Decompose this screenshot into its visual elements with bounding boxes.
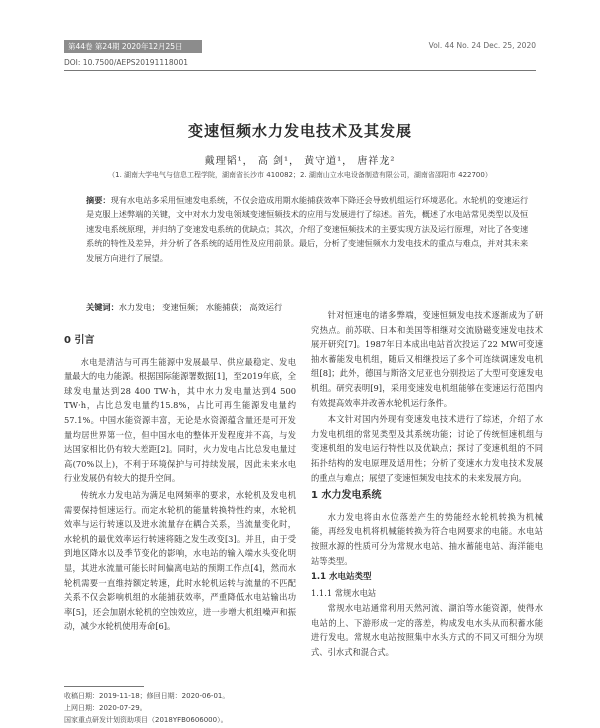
abstract: [86, 193, 530, 265]
subsection-title: 1.1 水电站类型: [311, 572, 372, 583]
footnote-funding: 国家重点研发计划资助项目（2018YFB0606000）。: [64, 716, 228, 724]
intro-paragraph-2: 传统水力发电站为满足电网频率的要求，水轮机及发电机需要保持恒速运行。而定水轮机的能量转换特性约束，水轮机效率与运行转速以及进水流量存在耦合关系，当流量变化时，水轮机的最优效率运行转速将随之发生改变[3]。并且，由于受到地区降水以及季节变化的影响，水电站的输入端水头变化明显，其进水流量可能长时间偏离电站的预期工作点[4]，然而水轮机需要一直维持额定转速，此时水轮机运转与流量的不匹配关系不仅会影响机组的水能捕获效率，严重降低水电站输出功率[5]，还会加剧水轮机的空蚀效应，进一步增大机组噪声和振动，减少水轮机使用寿命[6]。: [64, 489, 296, 632]
right-paragraph-2: 本文针对国内外现有变速发电技术进行了综述，介绍了水力发电机组的常见类型及其系统功能；讨论了传统恒速机组与变速机组的发电运行特性以及优缺点；探讨了变速机组的不同拓扑结构的发电原理及适用性；分析了变速水力发电技术发展的重点与难点；展望了变速恒频发电技术的未来发展方向。: [311, 414, 543, 483]
footnotes: [64, 690, 229, 726]
section-1-paragraph: 水力发电将由水位落差产生的势能经水轮机转换为机械能，再经发电机将机械能转换为符合电网要求的电能。水电站按照水源的性质可分为常规水电站、抽水蓄能电站、海洋能电站等类型。: [311, 511, 543, 566]
footnote-online: 上网日期：2020-07-29。: [64, 704, 147, 712]
footnote-received: 收稿日期：2019-11-18；修回日期：2020-06-01。: [64, 692, 230, 700]
keywords-text: 水力发电； 变速恒频； 水能捕获； 高效运行: [118, 302, 283, 312]
subsubsection-title: 1.1.1 常规水电站: [311, 587, 377, 598]
left-column: [64, 330, 296, 636]
right-paragraph-1: 针对恒速电的诸多弊端，变速恒频发电技术逐渐成为了研究热点。前苏联、日本和美国等相继对交流励磁变速发电技术展开研究[7]。1987年日本成出电站首次投运了22 MW可变速抽水蓄能发电机组，随后又相继投运了多个可连续调速发电机组[8]；此外，德国与斯洛文尼亚也分别投运了大型可变速发电机组。研究表明[9]，采用变速发电机组能够在变速运行范围内有效提高效率并改善水轮机运行条件。: [311, 310, 543, 408]
authors: 戴理韬¹， 高 剑¹， 黄守道¹， 唐祥龙²: [204, 156, 396, 167]
header-rule: [64, 70, 536, 71]
section-intro-title: 0 引言: [64, 335, 95, 346]
abstract-label: 摘要：: [86, 195, 111, 205]
intro-paragraph-1: 水电是清洁与可再生能源中发展最早、供应最稳定、发电量最大的电力能源。根据国际能源署数据[1]，至2019年底，全球发电量达到28 400 TW·h，其中水力发电量达到4 500 TW·h，占比总发电量约15.8%，占比可再生能源发电量约57.1%。中国水能资源丰富，无论是水资源蕴含量还是可开发量均居世界第一位，但中国水电的整体开发程度并不高，与发达国家相比仍有较大差距[2]。同时，火力发电占比总发电量过高(70%以上)，不利于环境保护与可持续发展，因此未来水电行业发展仍有较大的提升空间。: [64, 356, 296, 484]
doi: DOI: 10.7500/AEPS20191118001: [64, 58, 188, 67]
paper-title: 变速恒频水力发电技术及其发展: [187, 122, 412, 140]
affiliations: （1. 湖南大学电气与信息工程学院，湖南省长沙市 410082；2. 湖南山立水电设备制造有限公司，湖南省邵阳市 422700）: [108, 171, 492, 179]
section-1-title: 1 水力发电系统: [311, 490, 382, 502]
volume-info: Vol. 44 No. 24 Dec. 25, 2020: [428, 41, 536, 50]
right-column: [311, 308, 543, 662]
issue-banner: [64, 40, 202, 53]
abstract-text: 现有水电站多采用恒速发电系统，不仅会造成用期水能捕获效率下降还会导致机组运行环境恶化。水轮机的变速运行是克服上述弊端的关键，文中对水力发电领域变速恒频技术的应用与发展进行了综述。首先，概述了水电站常见类型以及恒速发电系统原理，并归纳了变速发电系统的优缺点；其次，介绍了变速恒频技术的主要实现方法及运行原理，对比了各变速系统的特性及差异，并分析了各系统的适用性及应用前景。最后，分析了变速恒频水力发电技术的重点与难点，并对其未来发展方向进行了展望。: [86, 195, 529, 263]
footnote-rule: [64, 686, 144, 687]
subsubsection-paragraph: 常规水电站通常利用天然河流、湖泊等水能资源，使得水电站的上、下游形成一定的落差，构成发电水头从而积蓄水能进行发电。常规水电站按照集中水头方式的不同又可细分为坝式、引水式和混合式。: [311, 603, 543, 658]
issue-label: 第44卷 第24期 2020年12月25日: [68, 42, 183, 51]
keywords-label: 关键词：: [86, 302, 119, 312]
